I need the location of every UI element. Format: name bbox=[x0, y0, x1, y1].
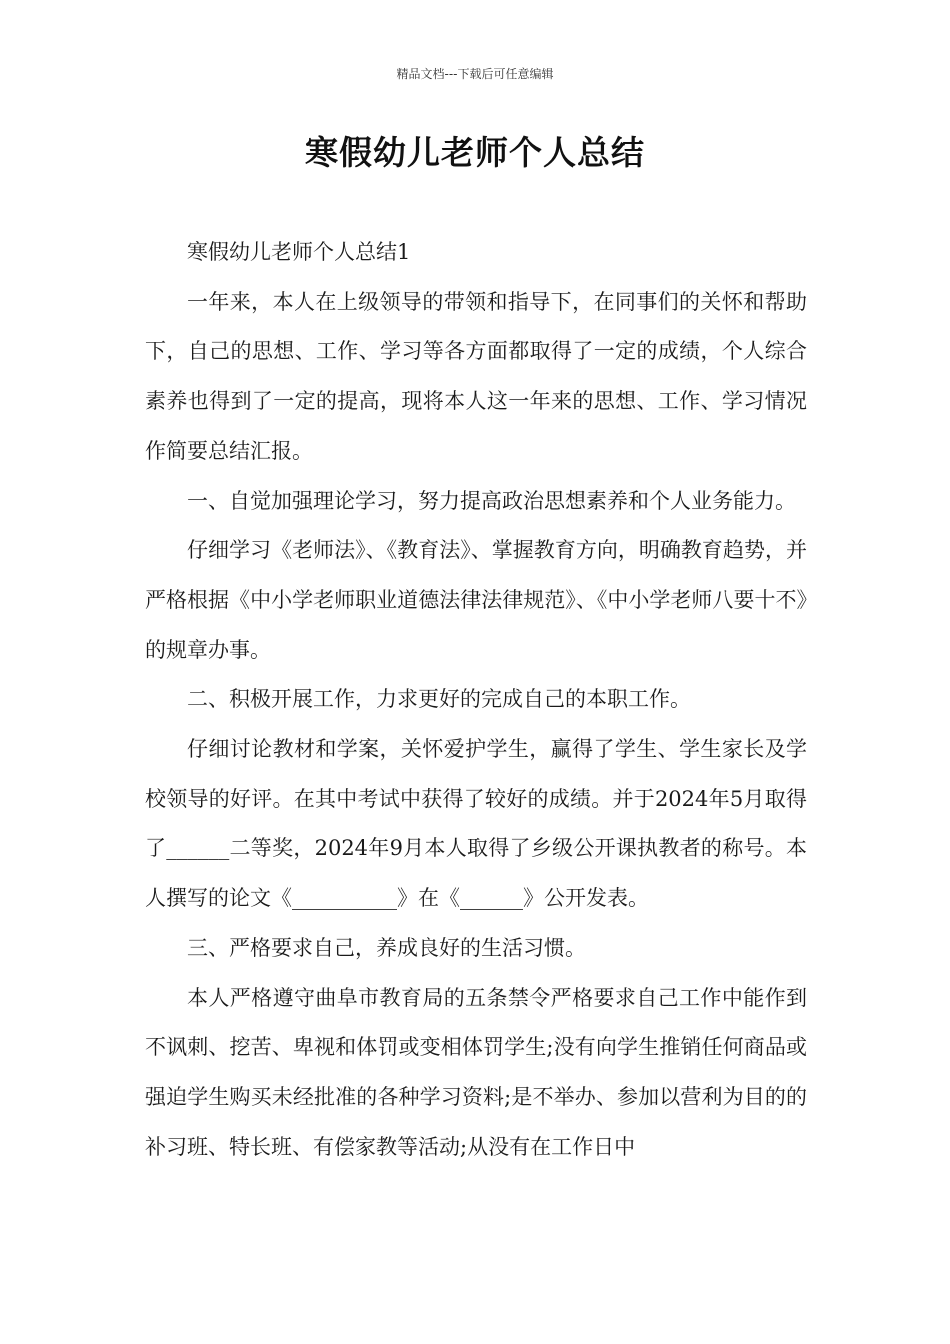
paragraph-section-1-body: 仔细学习《老师法》、《教育法》、掌握教育方向，明确教育趋势，并严格根据《中小学老师职业道德法律法律规范》、《中小学老师八要十不》的规章办事。 bbox=[145, 538, 807, 662]
document-body bbox=[145, 228, 807, 1172]
header-note: 精品文档---下载后可任意编辑 bbox=[396, 67, 554, 81]
paragraph-intro: 一年来，本人在上级领导的带领和指导下，在同事们的关怀和帮助下，自己的思想、工作、学习等各方面都取得了一定的成绩，个人综合素养也得到了一定的提高，现将本人这一年来的思想、工作、学习情况作简要总结汇报。 bbox=[145, 289, 807, 463]
paragraph-section-3-heading: 三、严格要求自己，养成良好的生活习惯。 bbox=[187, 935, 586, 960]
paragraph-section-2-body: 仔细讨论教材和学案，关怀爱护学生，赢得了学生、学生家长及学校领导的好评。在其中考试中获得了较好的成绩。并于2024年5月取得了______二等奖，2024年9月本人取得了乡级公开课执教者的称号。本人撰写的论文《__________》在《______》公开发表。 bbox=[145, 737, 807, 911]
paragraph-subtitle: 寒假幼儿老师个人总结1 bbox=[187, 240, 411, 264]
paragraph-section-1-heading: 一、自觉加强理论学习，努力提高政治思想素养和个人业务能力。 bbox=[187, 488, 796, 513]
paragraph-section-3-body: 本人严格遵守曲阜市教育局的五条禁令严格要求自己工作中能作到不讽刺、挖苦、卑视和体罚或变相体罚学生;没有向学生推销任何商品或强迫学生购买未经批准的各种学习资料;是不举办、参加以营利为目的的补习班、特长班、有偿家教等活动;从没有在工作日中 bbox=[145, 985, 807, 1159]
document-title: 寒假幼儿老师个人总结 bbox=[305, 133, 645, 172]
paragraph-section-2-heading: 二、积极开展工作，力求更好的完成自己的本职工作。 bbox=[187, 687, 691, 712]
